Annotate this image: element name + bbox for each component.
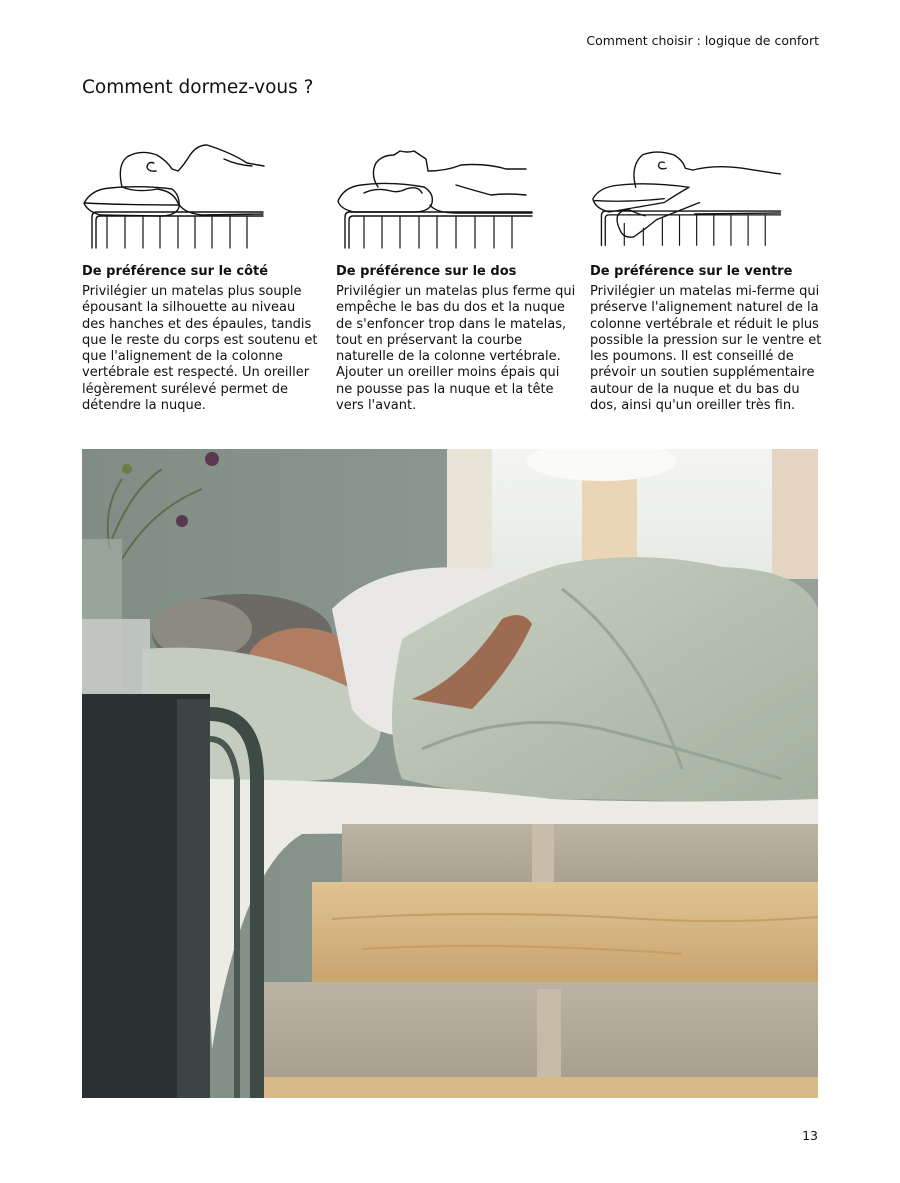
sleep-positions-section	[82, 135, 822, 425]
bedroom-photo	[82, 449, 818, 1098]
sleep-position-back	[336, 135, 576, 414]
page-title: Comment dormez-vous ?	[82, 77, 314, 98]
back-sleeper-illustration	[336, 135, 536, 250]
sleep-position-text: Privilégier un matelas plus ferme qui empêche le bas du dos et la nuque de s'enfoncer trop dans le matelas, tout en préservant la courbe naturelle de la colonne vertébrale. Ajouter un oreiller moins épais qui ne pousse pas la nuque et la tête vers l'avant.	[336, 284, 576, 414]
sleep-position-text: Privilégier un matelas mi-ferme qui préserve l'alignement naturel de la colonne vertébrale et réduit le plus possible la pression sur le ventre et les poumons. Il est conseillé de prévoir un soutien supplémentaire autour de la nuque et du bas du dos, ainsi qu'un oreiller très fin.	[590, 284, 822, 414]
sleep-position-title: De préférence sur le dos	[336, 264, 517, 279]
page-number: 13	[802, 1128, 818, 1143]
stomach-sleeper-illustration	[590, 135, 790, 250]
bedroom-photo-illustration	[82, 449, 818, 1098]
sleep-position-stomach	[590, 135, 825, 414]
sleep-position-title: De préférence sur le ventre	[590, 264, 793, 279]
sleep-position-text: Privilégier un matelas plus souple épousant la silhouette au niveau des hanches et des épaules, tandis que le reste du corps est soutenu et que l'alignement de la colonne vertébrale est respecté. Un oreiller légèrement surélevé permet de détendre la nuque.	[82, 284, 318, 414]
running-header: Comment choisir : logique de confort	[586, 33, 819, 48]
sleep-position-title: De préférence sur le côté	[82, 264, 269, 279]
side-sleeper-illustration	[82, 135, 282, 250]
sleep-position-side	[82, 135, 318, 414]
